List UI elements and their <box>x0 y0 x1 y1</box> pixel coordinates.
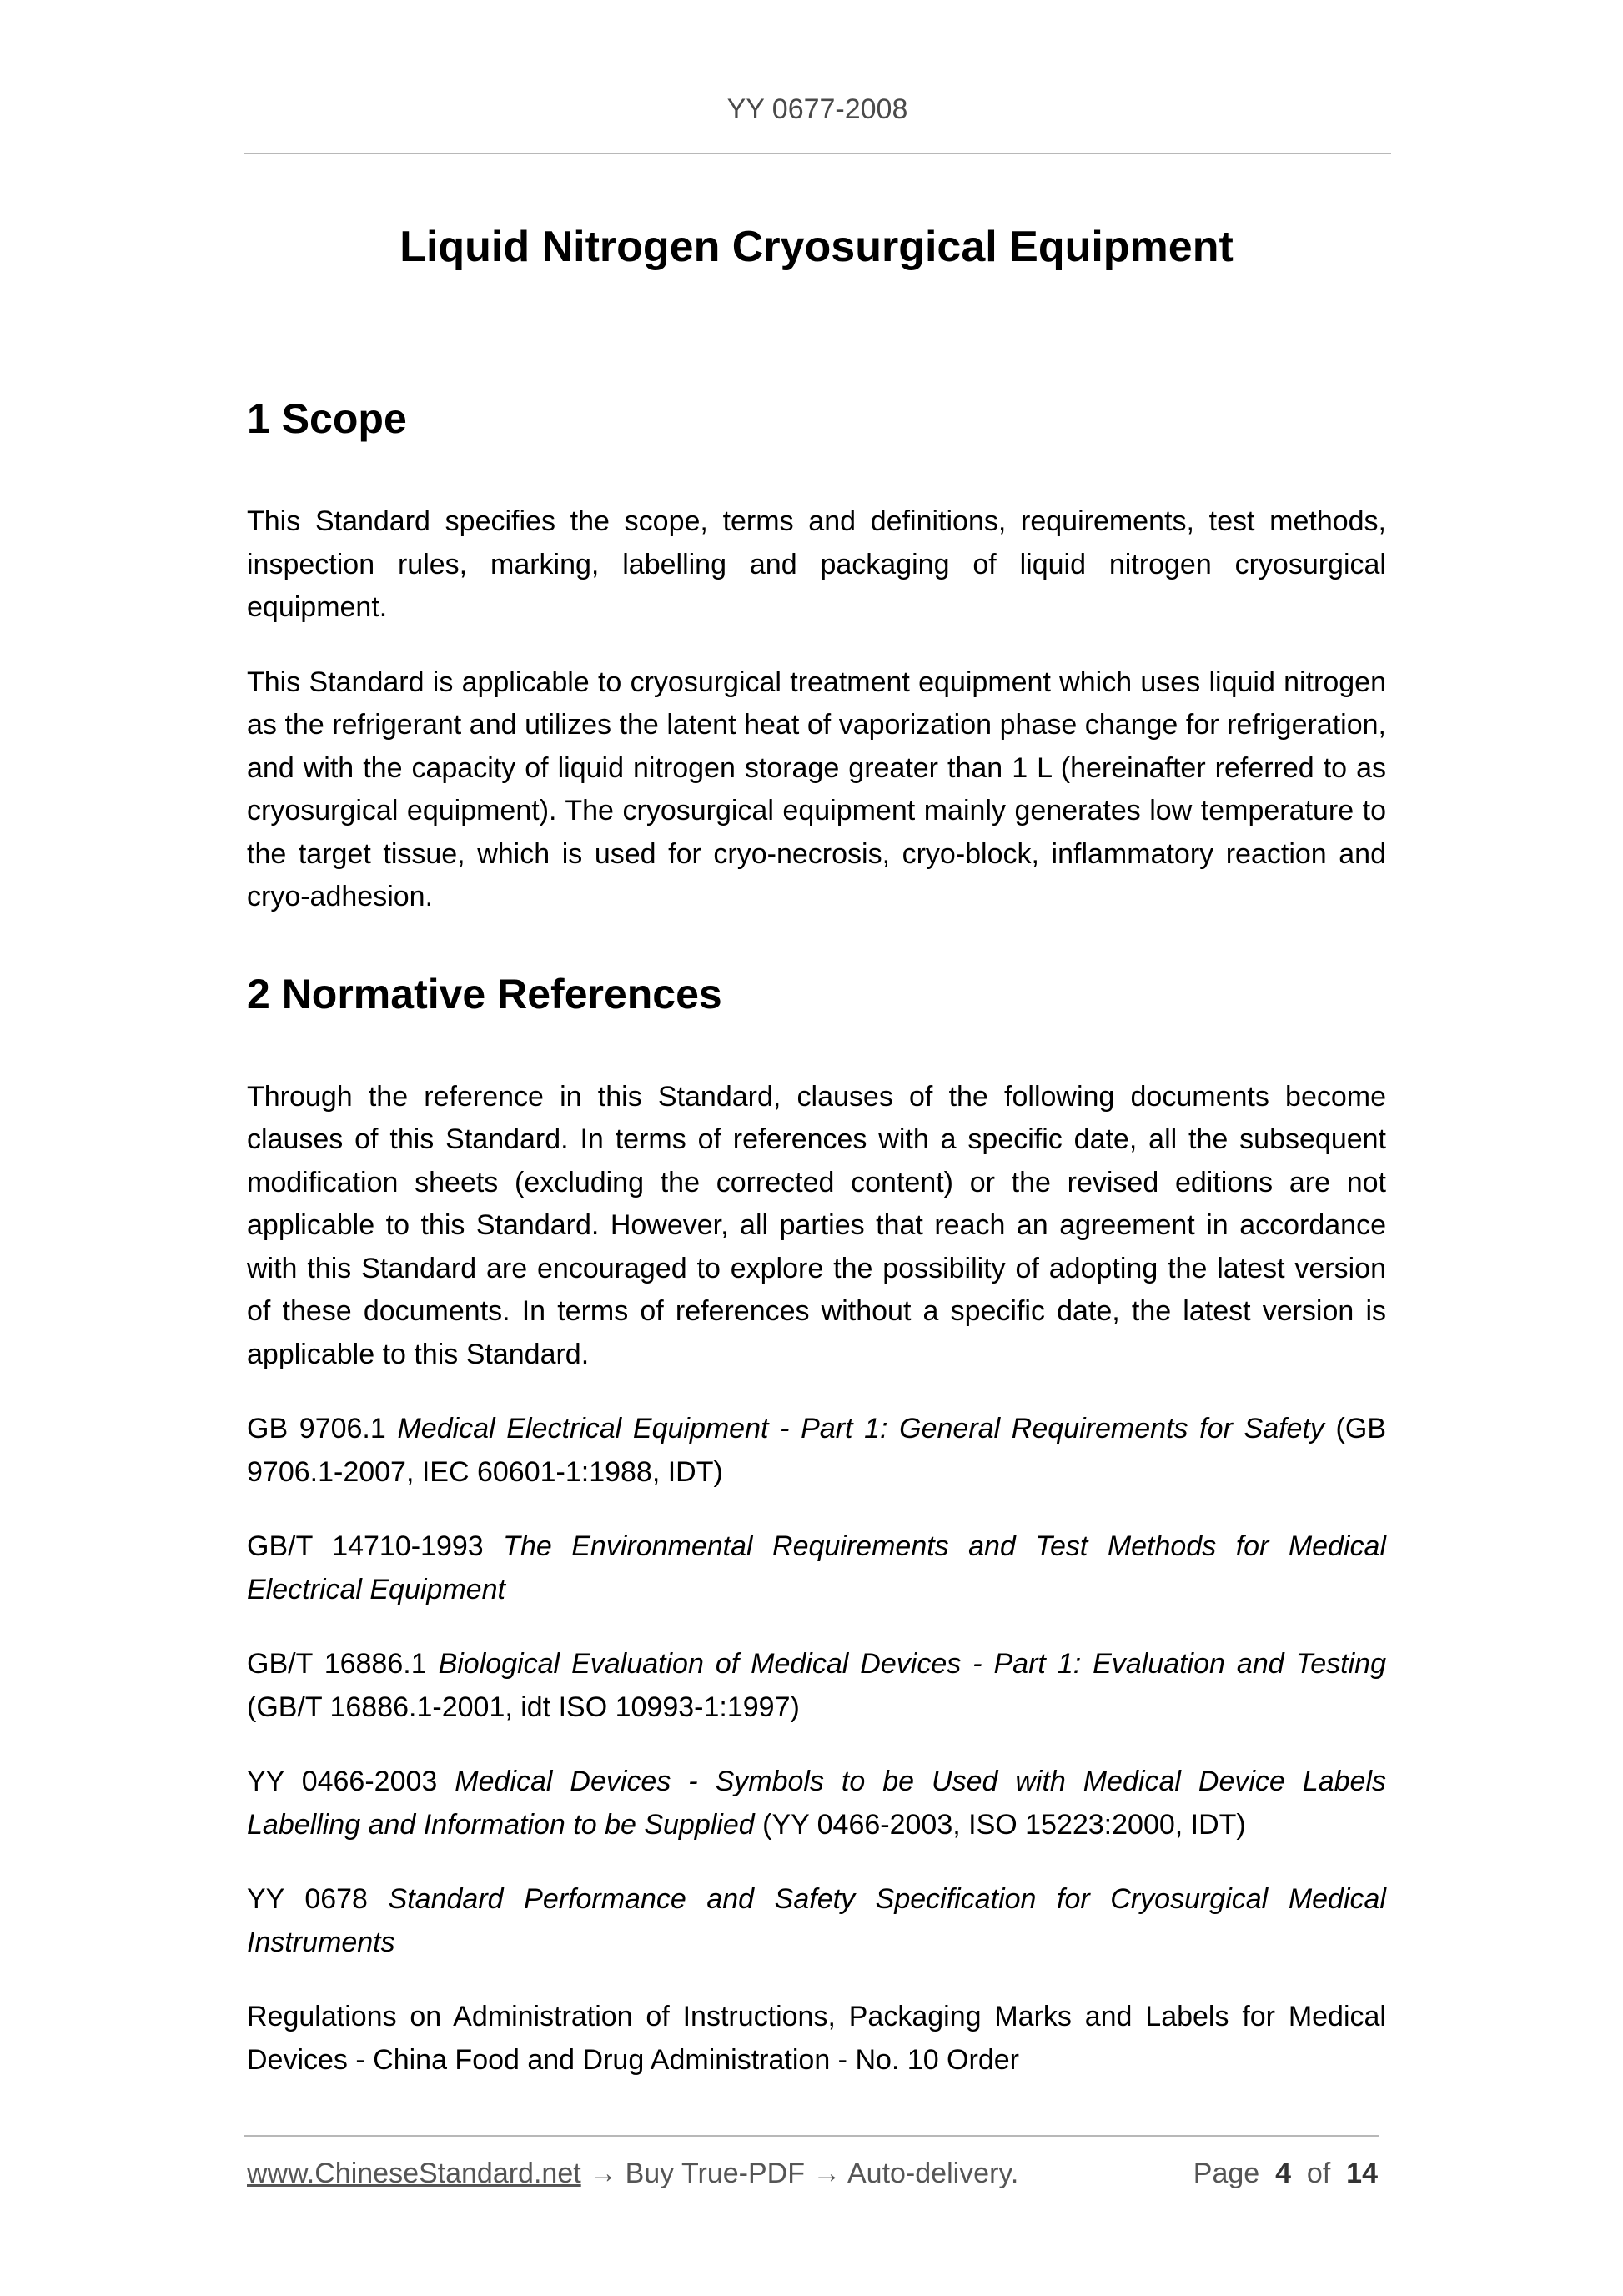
website-link[interactable]: www.ChineseStandard.net <box>247 2158 581 2189</box>
page-number <box>1193 2158 1378 2190</box>
reference-entry <box>247 1761 1386 1846</box>
reference-entry <box>247 1996 1386 2082</box>
total-pages: 14 <box>1346 2158 1378 2189</box>
reference-suffix: (GB/T 16886.1-2001, idt ISO 10993-1:1997) <box>247 1691 800 1723</box>
page-label: Page <box>1193 2158 1260 2189</box>
reference-code: GB/T 14710-1993 <box>247 1530 504 1562</box>
reference-title: Biological Evaluation of Medical Devices - Part 1: Evaluation and Testing <box>438 1648 1386 1680</box>
reference-title: Medical Devices - Symbols to be Used with Medical Device Labels Labelling and Information to be Supplied <box>247 1766 1386 1841</box>
footer-promo <box>247 2158 1018 2190</box>
page-content <box>247 208 1386 2082</box>
reference-code: GB/T 16886.1 <box>247 1648 439 1680</box>
running-header: YY 0677-2008 <box>726 93 908 125</box>
normative-references-intro: Through the reference in this Standard, clauses of the following documents become clauses of this Standard. In terms of references with a specific date, all the subsequent modification sheets (excluding the corrected content) or the revised editions are not applicable to this Standard. However, all parties that reach an agreement in accordance with this Standard are encouraged to explore the possibility of adopting the latest version of these documents. In terms of references without a specific date, the latest version is applicable to this Standard. <box>247 1080 1386 1370</box>
reference-title: Standard Performance and Safety Specification for Cryosurgical Medical Instruments <box>247 1883 1386 1958</box>
scope-paragraph: This Standard specifies the scope, terms and definitions, requirements, test methods, inspection rules, marking, labelling and packaging of liquid nitrogen cryosurgical equipment. <box>247 505 1386 623</box>
reference-entry <box>247 1408 1386 1494</box>
reference-suffix: (YY 0466-2003, ISO 15223:2000, IDT) <box>754 1808 1246 1841</box>
reference-suffix: (GB 9706.1-2007, IEC 60601-1:1988, IDT) <box>247 1413 1386 1488</box>
header-divider <box>244 153 1391 154</box>
reference-entry <box>247 1878 1386 1964</box>
reference-code: GB 9706.1 <box>247 1413 398 1444</box>
of-label: of <box>1306 2158 1331 2189</box>
section-heading-normative-references: 2 Normative References <box>247 970 722 1017</box>
scope-paragraph: This Standard is applicable to cryosurgical treatment equipment which uses liquid nitrogen as the refrigerant and utilizes the latent heat of vaporization phase change for refrigeration, and with the capacity of liquid nitrogen storage greater than 1 L (hereinafter referred to as cryosurgical equipment). The cryosurgical equipment mainly generates low temperature to the target tissue, which is used for cryo-necrosis, cryo-block, inflammatory reaction and cryo-adhesion. <box>247 666 1386 912</box>
reference-title: Medical Electrical Equipment - Part 1: General Requirements for Safety <box>397 1413 1324 1444</box>
page-footer <box>247 2158 1378 2194</box>
current-page: 4 <box>1275 2158 1291 2189</box>
footer-divider <box>244 2135 1379 2137</box>
reference-entry <box>247 1643 1386 1729</box>
reference-title: The Environmental Requirements and Test Methods for Medical Electrical Equipment <box>247 1530 1386 1605</box>
footer-promo-text: → Buy True-PDF → Auto-delivery. <box>580 2158 1019 2189</box>
reference-entry <box>247 1525 1386 1611</box>
reference-code: YY 0466-2003 <box>247 1766 455 1797</box>
document-title: Liquid Nitrogen Cryosurgical Equipment <box>399 223 1234 271</box>
section-heading-scope: 1 Scope <box>247 395 407 442</box>
reference-code: YY 0678 <box>247 1883 389 1915</box>
reference-code: Regulations on Administration of Instructions, Packaging Marks and Labels for Medical Devices - China Food and Drug Administration - No. 10 Order <box>247 2001 1386 2076</box>
